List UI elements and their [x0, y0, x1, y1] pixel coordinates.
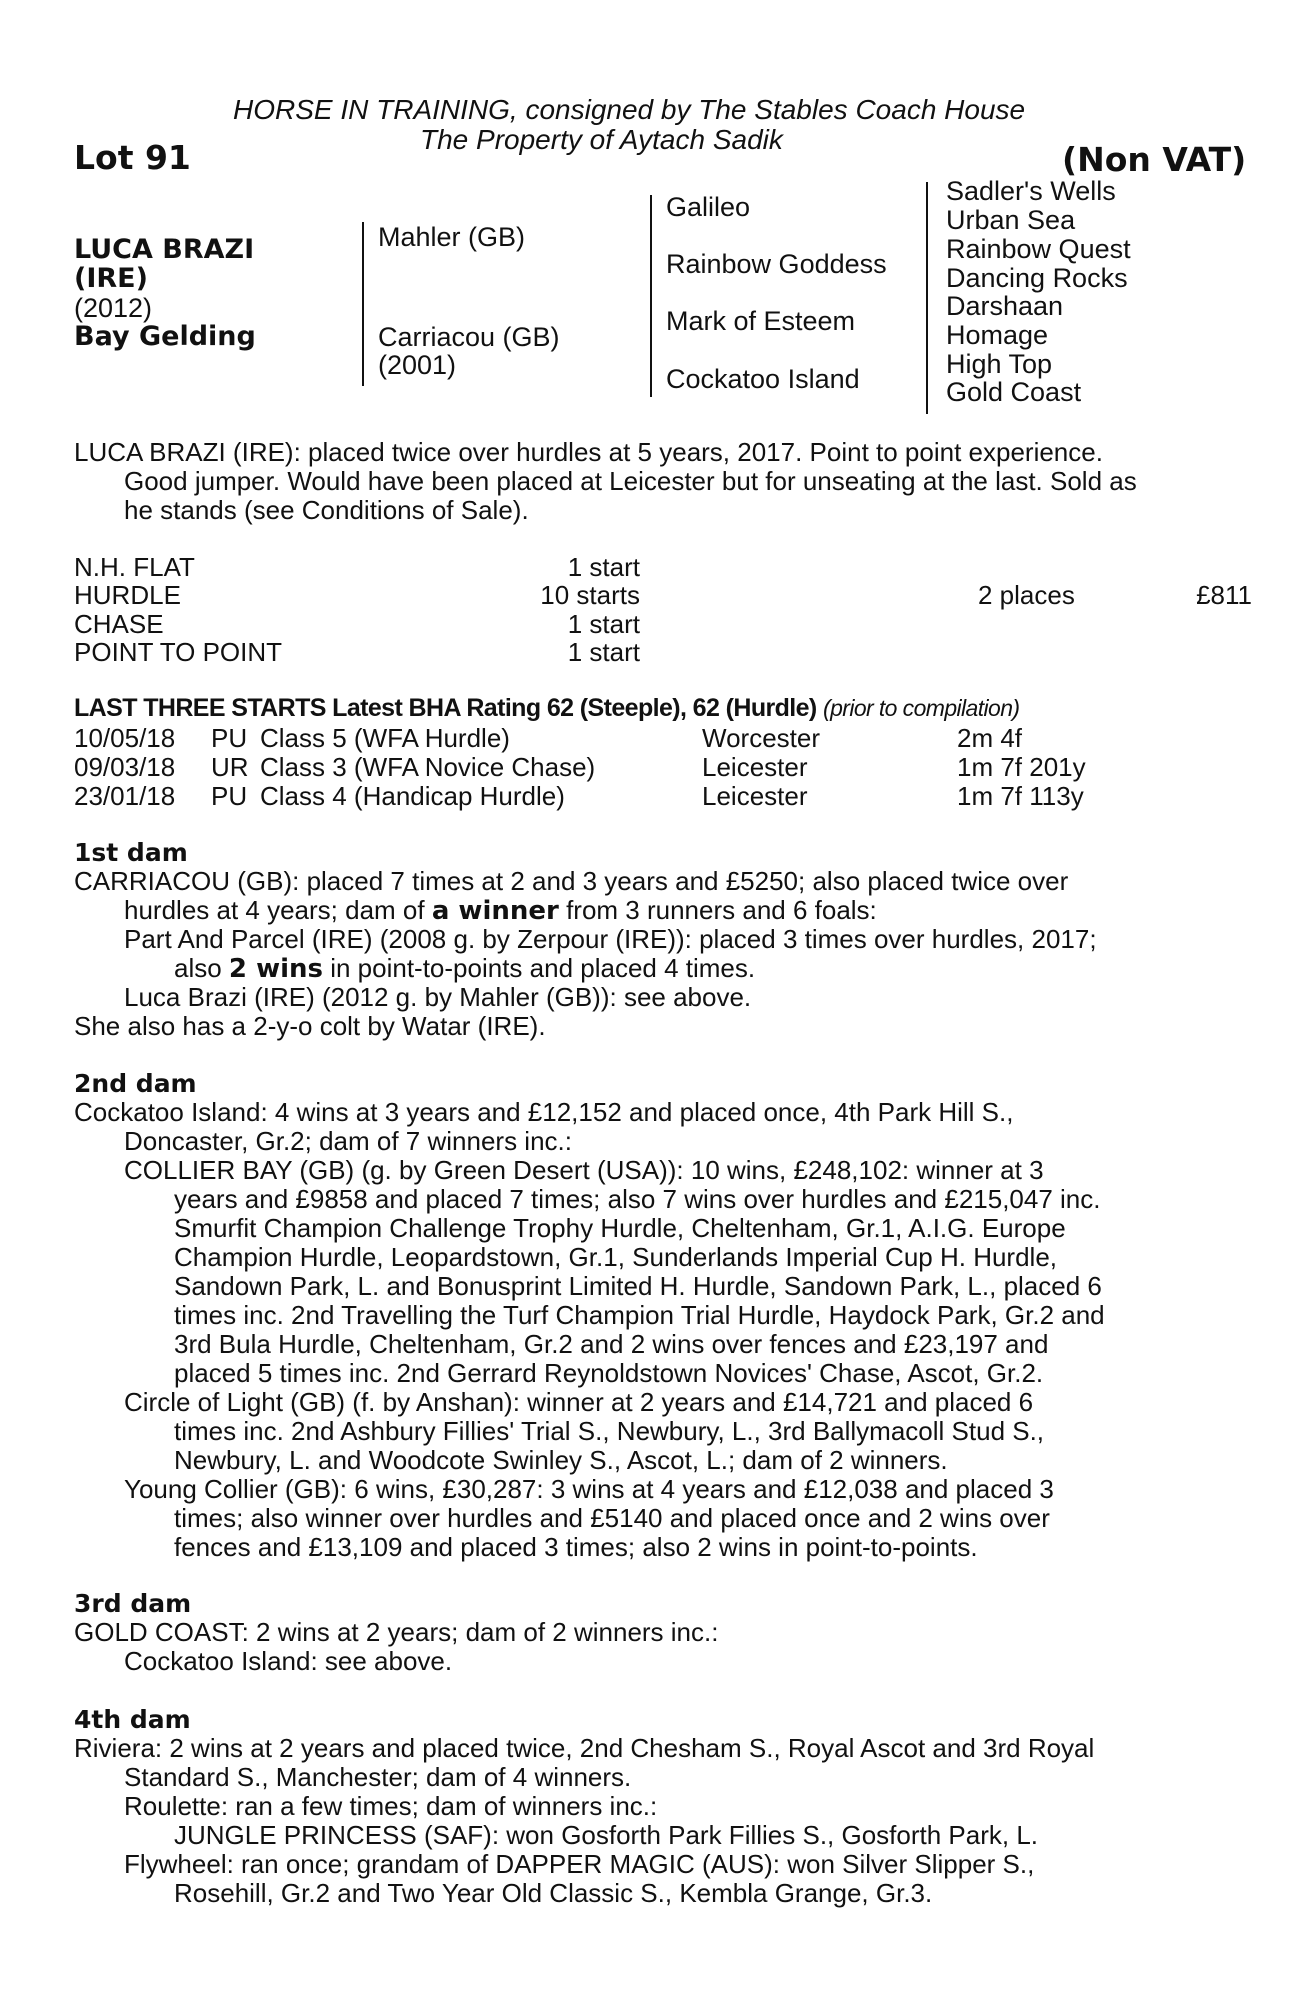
dam-year: (2001): [378, 350, 457, 380]
record-type: POINT TO POINT: [74, 637, 283, 667]
third-dam-section: [74, 1589, 1254, 1676]
record-starts: 1 start: [567, 552, 640, 582]
granddam-2: Cockatoo Island: [666, 364, 860, 394]
summary-line: he stands (see Conditions of Sale).: [124, 495, 529, 525]
dam-line: Luca Brazi (IRE) (2012 g. by Mahler (GB)): see above.: [124, 982, 752, 1012]
record-type: CHASE: [74, 609, 164, 639]
section-heading: 1st dam: [74, 838, 188, 867]
dam-line: Rosehill, Gr.2 and Two Year Old Classic S., Kembla Grange, Gr.3.: [174, 1878, 933, 1908]
dam-line: Circle of Light (GB) (f. by Anshan): winner at 2 years and £14,721 and placed 6: [124, 1387, 1034, 1417]
dam-line: years and £9858 and placed 7 times; also 7 wins over hurdles and £215,047 inc.: [174, 1184, 1101, 1214]
dam-line: Newbury, L. and Woodcote Swinley S., Ascot, L.; dam of 2 winners.: [174, 1445, 948, 1475]
dam-line: Roulette: ran a few times; dam of winners inc.:: [124, 1791, 658, 1821]
rating-heading: LAST THREE STARTS Latest BHA Rating 62 (Steeple), 62 (Hurdle): [74, 694, 817, 722]
fourth-dam-section: [74, 1705, 1254, 1908]
dam-line: CARRIACOU (GB): placed 7 times at 2 and 3 years and £5250; also placed twice over: [74, 866, 1069, 896]
start-distance: 1m 7f 201y: [957, 752, 1086, 782]
grandsire-2: Mark of Esteem: [666, 306, 856, 336]
vat-status: (Non VAT): [1062, 140, 1247, 179]
summary-line: LUCA BRAZI (IRE): placed twice over hurdles at 5 years, 2017. Point to point experience.: [74, 437, 1103, 467]
start-date: 10/05/18: [74, 723, 176, 753]
dam-line: Sandown Park, L. and Bonusprint Limited H. Hurdle, Sandown Park, L., placed 6: [174, 1271, 1102, 1301]
owner-line: The Property of Aytach Sadik: [420, 124, 783, 155]
consignor-line: HORSE IN TRAINING, consigned by The Stables Coach House: [233, 94, 1026, 125]
section-heading: 4th dam: [74, 1705, 191, 1734]
start-course: Worcester: [702, 723, 820, 753]
dam-line: COLLIER BAY (GB) (g. by Green Desert (USA)): 10 wins, £248,102: winner at 3: [124, 1155, 1044, 1185]
dam-line: hurdles at 4 years; dam of a winner from 3 runners and 6 foals:: [124, 895, 877, 926]
dam-line: placed 5 times inc. 2nd Gerrard Reynoldstown Novices' Chase, Ascot, Gr.2.: [174, 1358, 1044, 1388]
granddam-1: Rainbow Goddess: [666, 249, 887, 279]
first-dam-section: [74, 838, 1254, 1041]
dam-line: times; also winner over hurdles and £5140 and placed once and 2 wins over: [174, 1503, 1050, 1533]
dam-line: also 2 wins in point-to-points and placed 4 times.: [174, 953, 756, 984]
start-distance: 2m 4f: [957, 723, 1023, 753]
ancestor-7: High Top: [946, 349, 1053, 379]
start-code: UR: [211, 752, 249, 782]
pedigree-divider-3: [926, 182, 928, 414]
ancestor-1: Sadler's Wells: [946, 176, 1116, 206]
grandsire-1: Galileo: [666, 192, 751, 222]
record-type: HURDLE: [74, 580, 181, 610]
dam-line: times inc. 2nd Ashbury Fillies' Trial S., Newbury, L., 3rd Ballymacoll Stud S.,: [174, 1416, 1045, 1446]
start-course: Leicester: [702, 781, 808, 811]
dam-line: Champion Hurdle, Leopardstown, Gr.1, Sunderlands Imperial Cup H. Hurdle,: [174, 1242, 1058, 1272]
dam-line: Flywheel: ran once; grandam of DAPPER MAGIC (AUS): won Silver Slipper S.,: [124, 1849, 1035, 1879]
second-dam-section: [74, 1069, 1254, 1562]
last-three-heading: [74, 694, 1019, 723]
dam-line: Part And Parcel (IRE) (2008 g. by Zerpour (IRE)): placed 3 times over hurdles, 2017;: [124, 924, 1097, 954]
dam-line: Cockatoo Island: 4 wins at 3 years and £12,152 and placed once, 4th Park Hill S.,: [74, 1097, 1014, 1127]
record-places: 2 places: [978, 580, 1075, 610]
dam-line: Smurfit Champion Challenge Trophy Hurdle, Cheltenham, Gr.1, A.I.G. Europe: [174, 1213, 1066, 1243]
start-race: Class 4 (Handicap Hurdle): [260, 781, 565, 811]
pedigree-divider-1: [362, 222, 364, 386]
dam-line: 3rd Bula Hurdle, Cheltenham, Gr.2 and 2 wins over fences and £23,197 and: [174, 1329, 1049, 1359]
dam-line: Cockatoo Island: see above.: [124, 1646, 453, 1676]
dam-line: Riviera: 2 wins at 2 years and placed twice, 2nd Chesham S., Royal Ascot and 3rd Royal: [74, 1733, 1095, 1763]
dam-line: She also has a 2-y-o colt by Watar (IRE).: [74, 1011, 546, 1041]
horse-name: LUCA BRAZI: [74, 234, 255, 265]
start-code: PU: [211, 723, 248, 753]
dam: Carriacou (GB): [378, 322, 560, 352]
rating-note: (prior to compilation): [823, 695, 1020, 721]
lot-number: Lot 91: [74, 138, 191, 177]
record-starts: 10 starts: [540, 580, 640, 610]
ancestor-4: Dancing Rocks: [946, 263, 1128, 293]
sire: Mahler (GB): [378, 222, 526, 252]
dam-line: GOLD COAST: 2 wins at 2 years; dam of 2 winners inc.:: [74, 1617, 719, 1647]
horse-type: Bay Gelding: [74, 321, 256, 352]
dam-line: Doncaster, Gr.2; dam of 7 winners inc.:: [124, 1126, 572, 1156]
dam-line: fences and £13,109 and placed 3 times; also 2 wins in point-to-points.: [174, 1532, 978, 1562]
pedigree-divider-2: [650, 195, 652, 397]
start-race: Class 5 (WFA Hurdle): [260, 723, 510, 753]
dam-line: times inc. 2nd Travelling the Turf Champion Trial Hurdle, Haydock Park, Gr.2 and: [174, 1300, 1105, 1330]
ancestor-5: Darshaan: [946, 291, 1064, 321]
record-starts: 1 start: [567, 609, 640, 639]
start-distance: 1m 7f 113y: [957, 781, 1084, 811]
record-prize: £811: [1196, 580, 1252, 610]
ancestor-3: Rainbow Quest: [946, 234, 1131, 264]
start-date: 09/03/18: [74, 752, 176, 782]
section-heading: 3rd dam: [74, 1589, 192, 1618]
dam-line: Standard S., Manchester; dam of 4 winners.: [124, 1762, 632, 1792]
start-course: Leicester: [702, 752, 808, 782]
ancestor-2: Urban Sea: [946, 205, 1076, 235]
start-date: 23/01/18: [74, 781, 176, 811]
section-heading: 2nd dam: [74, 1069, 197, 1098]
start-race: Class 3 (WFA Novice Chase): [260, 752, 596, 782]
dam-line: Young Collier (GB): 6 wins, £30,287: 3 wins at 4 years and £12,038 and placed 3: [124, 1474, 1054, 1504]
horse-year: (2012): [74, 293, 153, 323]
record-starts: 1 start: [567, 637, 640, 667]
dam-line: JUNGLE PRINCESS (SAF): won Gosforth Park Fillies S., Gosforth Park, L.: [174, 1820, 1039, 1850]
ancestor-8: Gold Coast: [946, 377, 1082, 407]
start-code: PU: [211, 781, 248, 811]
horse-country: (IRE): [74, 263, 148, 294]
summary-line: Good jumper. Would have been placed at Leicester but for unseating at the last. Sold as: [124, 466, 1137, 496]
horse-summary: [74, 438, 1254, 525]
record-type: N.H. FLAT: [74, 552, 195, 582]
ancestor-6: Homage: [946, 320, 1049, 350]
